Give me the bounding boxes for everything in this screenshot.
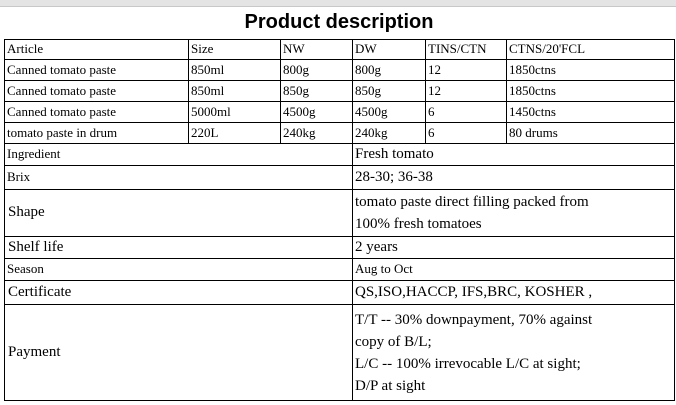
table-row <box>5 60 675 81</box>
header-dw: DW <box>353 40 426 60</box>
payment-label: Payment <box>5 305 353 401</box>
cell-ctns-fcl: 1450ctns <box>507 102 675 123</box>
cell-article: Canned tomato paste <box>5 102 189 123</box>
shape-row <box>5 190 675 237</box>
payment-line-2: copy of B/L; <box>355 333 432 350</box>
cell-tins-ctn: 12 <box>426 81 507 102</box>
cell-size: 220L <box>189 123 281 144</box>
cell-dw: 240kg <box>353 123 426 144</box>
cell-dw: 4500g <box>353 102 426 123</box>
payment-line-4: D/P at sight <box>355 377 426 394</box>
header-nw: NW <box>281 40 353 60</box>
cell-article: Canned tomato paste <box>5 60 189 81</box>
cell-nw: 4500g <box>281 102 353 123</box>
certificate-value: QS,ISO,HACCP, IFS,BRC, KOSHER , <box>353 281 675 305</box>
cell-size: 850ml <box>189 81 281 102</box>
spreadsheet-top-strip <box>0 0 676 7</box>
cell-ctns-fcl: 80 drums <box>507 123 675 144</box>
cell-article: Canned tomato paste <box>5 81 189 102</box>
shape-value <box>353 190 675 237</box>
header-article: Article <box>5 40 189 60</box>
season-value: Aug to Oct <box>353 259 675 281</box>
cell-article: tomato paste in drum <box>5 123 189 144</box>
brix-value: 28-30; 36-38 <box>353 166 675 190</box>
season-row <box>5 259 675 281</box>
shelf-life-label: Shelf life <box>5 237 353 259</box>
season-label: Season <box>5 259 353 281</box>
product-table <box>4 39 675 401</box>
payment-line-3: L/C -- 100% irrevocable L/C at sight; <box>355 355 581 372</box>
table-row <box>5 81 675 102</box>
page-title: Product description <box>244 11 434 33</box>
cell-tins-ctn: 12 <box>426 60 507 81</box>
header-size: Size <box>189 40 281 60</box>
certificate-label: Certificate <box>5 281 353 305</box>
shape-label: Shape <box>5 190 353 237</box>
shelf-life-value: 2 years <box>353 237 675 259</box>
cell-tins-ctn: 6 <box>426 102 507 123</box>
shape-line-1: tomato paste direct filling packed from <box>355 194 589 210</box>
table-row <box>5 102 675 123</box>
payment-value <box>353 305 675 401</box>
cell-nw: 800g <box>281 60 353 81</box>
cell-size: 5000ml <box>189 102 281 123</box>
brix-row <box>5 166 675 190</box>
header-ctns-fcl: CTNS/20'FCL <box>507 40 675 60</box>
ingredient-value: Fresh tomato <box>353 144 675 166</box>
table-header-row <box>5 40 675 60</box>
certificate-row <box>5 281 675 305</box>
shape-line-2: 100% fresh tomatoes <box>355 216 482 232</box>
cell-nw: 240kg <box>281 123 353 144</box>
payment-line-1: T/T -- 30% downpayment, 70% against <box>355 311 593 328</box>
header-tins-ctn: TINS/CTN <box>426 40 507 60</box>
cell-ctns-fcl: 1850ctns <box>507 81 675 102</box>
cell-tins-ctn: 6 <box>426 123 507 144</box>
payment-row <box>5 305 675 401</box>
shelf-life-row <box>5 237 675 259</box>
cell-ctns-fcl: 1850ctns <box>507 60 675 81</box>
ingredient-label: Ingredient <box>5 144 353 166</box>
cell-nw: 850g <box>281 81 353 102</box>
cell-size: 850ml <box>189 60 281 81</box>
brix-label: Brix <box>5 166 353 190</box>
ingredient-row <box>5 144 675 166</box>
cell-dw: 800g <box>353 60 426 81</box>
table-row <box>5 123 675 144</box>
cell-dw: 850g <box>353 81 426 102</box>
